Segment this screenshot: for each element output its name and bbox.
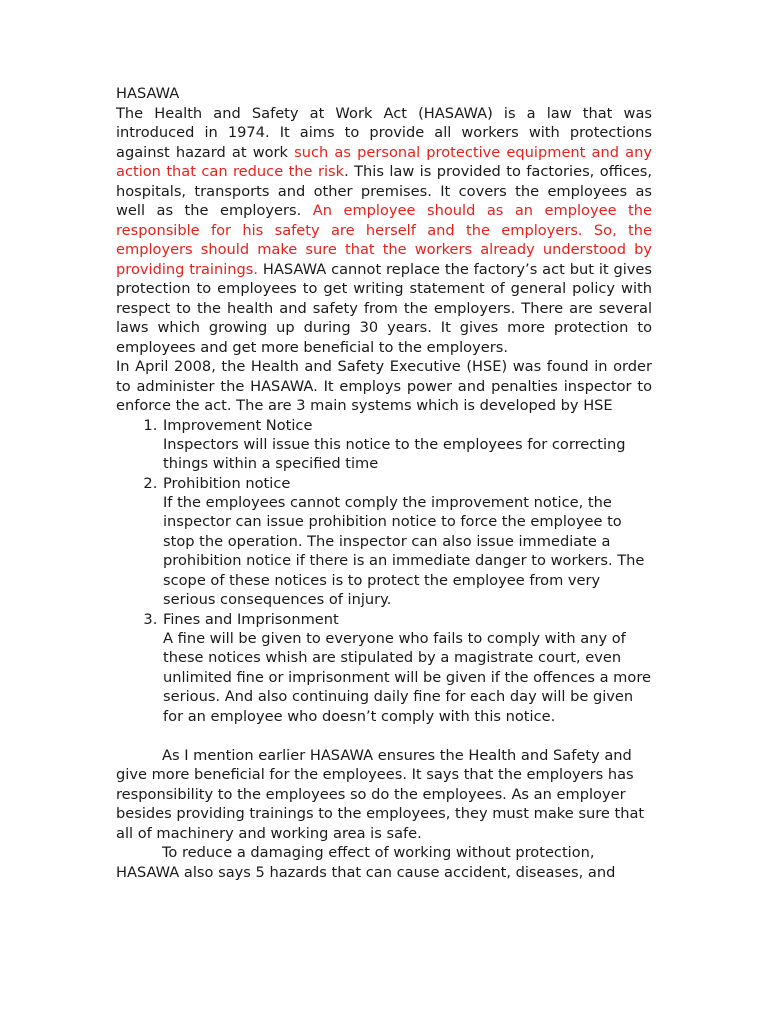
hse-paragraph: In April 2008, the Health and Safety Executive (HSE) was found in order to administer the HASAWA. It employs power and penalties inspector to enforce the act. The are 3 main systems which is developed by HSE (116, 358, 652, 414)
document-heading: HASAWA (116, 85, 180, 102)
hazards-paragraph: To reduce a damaging effect of working without protection, HASAWA also says 5 hazards that can cause accident, diseases, and (116, 844, 616, 881)
intro-segment: HASAWA cannot replace the factory’s act but it gives protection to employees to get writing statement of general policy with respect to the health and safety from the employers. There are several laws which growing up during 30 years. It gives more protection to employees and get more beneficial to the employers. (116, 260, 652, 356)
system-description: If the employees cannot comply the improvement notice, the inspector can issue prohibition notice to force the employee to stop the operation. The inspector can also issue immediate a prohibition notice if there is an immediate danger to workers. The scope of these notices is to protect the employee from very serious consequences of injury. (163, 493, 645, 608)
hse-systems-list (116, 416, 652, 727)
list-item (162, 474, 652, 610)
intro-highlight: An employee should as an employee the responsible for his safety are herself and the employers. So, the employers should make sure that the workers already understood by providing trainings. (116, 202, 652, 278)
system-description: Inspectors will issue this notice to the employees for correcting things within a specified time (163, 435, 626, 472)
blank-line (116, 726, 652, 746)
system-title: 3. Fines and Imprisonment (163, 610, 339, 628)
system-title: 1. Improvement Notice (163, 416, 313, 434)
system-description: A fine will be given to everyone who fails to comply with any of these notices whish are stipulated by a magistrate court, even unlimited fine or imprisonment will be given if the offences a more serious. And also continuing daily fine for each day will be given for an employee who doesn’t comply with this notice. (163, 629, 651, 725)
intro-segment: . This law is provided to factories, offices, hospitals, transports and other premises. It covers the employees as well as the employers. (116, 163, 653, 219)
system-title: 2. Prohibition notice (163, 474, 291, 492)
list-item (162, 610, 652, 727)
intro-highlight: such as personal protective equipment and any action that can reduce the risk (116, 143, 652, 180)
list-item (162, 416, 652, 474)
intro-paragraph (116, 104, 652, 358)
employer-paragraph: As I mention earlier HASAWA ensures the Health and Safety and give more beneficial for the employees. It says that the employers has responsibility to the employees so do the employees. As an employer besides providing trainings to the employees, they must make sure that all of machinery and working area is safe. (116, 746, 645, 842)
intro-segment: The Health and Safety at Work Act (HASAWA) is a law that was introduced in 1974. It aims to provide all workers with protections against hazard at work (116, 104, 652, 161)
